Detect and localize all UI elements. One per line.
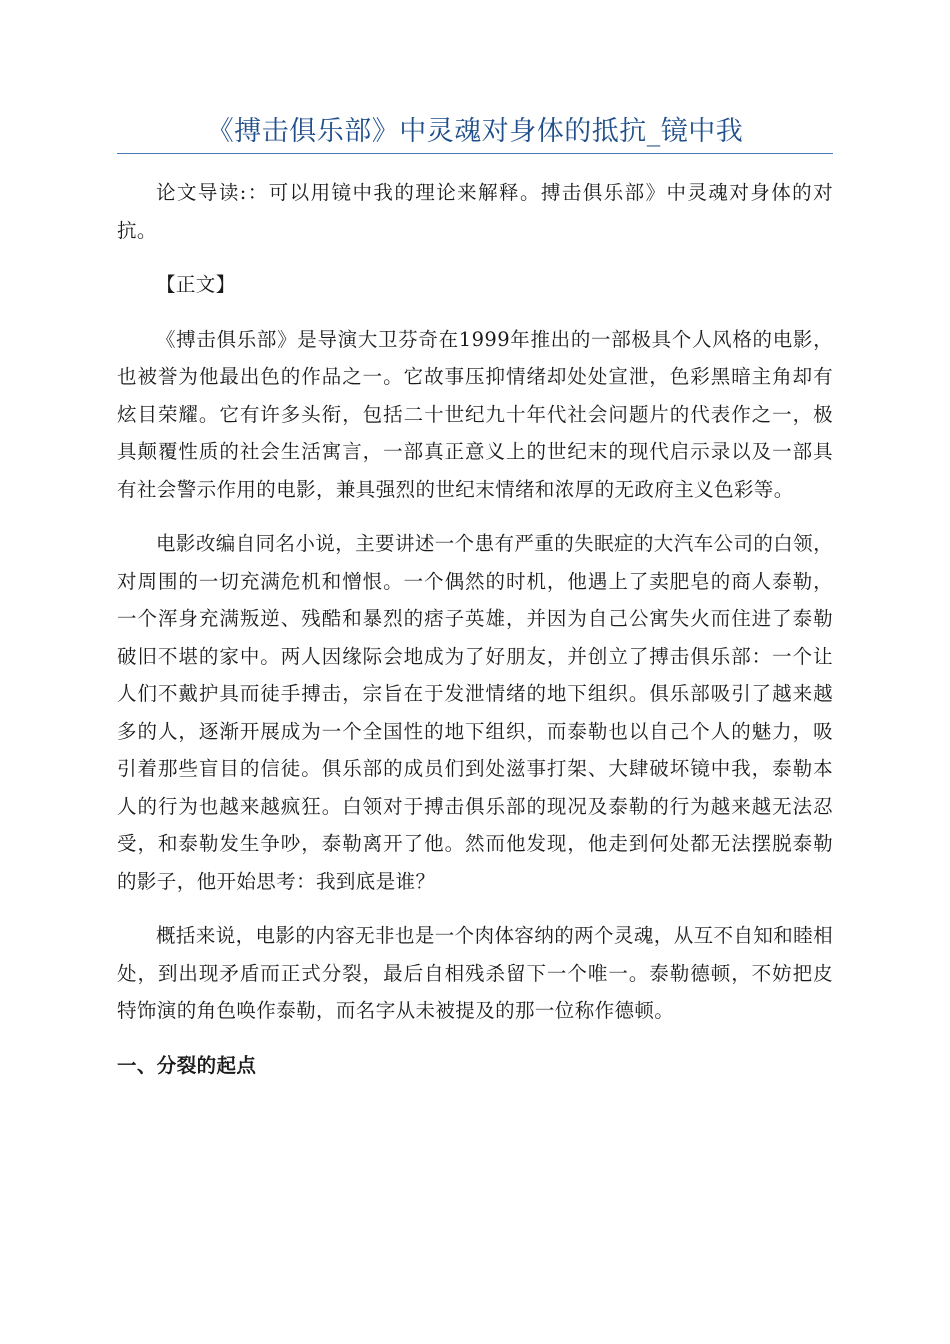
body-paragraph: 概括来说，电影的内容无非也是一个肉体容纳的两个灵魂，从互不自知和睦相处，到出现矛盾而正式分裂，最后自相残杀留下一个唯一。泰勒德顿，不妨把皮特饰演的角色唤作泰勒，而名字从未被提及的那一位称作德顿。	[117, 924, 833, 1022]
document-title: 《搏击俱乐部》中灵魂对身体的抵抗_镜中我	[206, 116, 744, 147]
body-paragraph: 《搏击俱乐部》是导演大卫芬奇在1999年推出的一部极具个人风格的电影，也被誉为他最出色的作品之一。它故事压抑情绪却处处宣泄，色彩黑暗主角却有炫目荣耀。它有许多头衔，包括二十世纪九十年代社会问题片的代表作之一，极具颠覆性质的社会生活寓言，一部真正意义上的世纪末的现代启示录以及一部具有社会警示作用的电影，兼具强烈的世纪末情绪和浓厚的无政府主义色彩等。	[117, 327, 833, 501]
section-heading: 一、分裂的起点	[117, 1053, 257, 1077]
body-label: 【正文】	[156, 273, 236, 296]
document-body	[117, 174, 833, 1084]
title-underline	[117, 153, 833, 154]
abstract-paragraph: 论文导读:：可以用镜中我的理论来解释。搏击俱乐部》中灵魂对身体的对抗。	[117, 181, 833, 242]
body-paragraph: 电影改编自同名小说，主要讲述一个患有严重的失眠症的大汽车公司的白领，对周围的一切充满危机和憎恨。一个偶然的时机，他遇上了卖肥皂的商人泰勒，一个浑身充满叛逆、残酷和暴烈的痞子英雄，并因为自己公寓失火而住进了泰勒破旧不堪的家中。两人因缘际会地成为了好朋友，并创立了搏击俱乐部：一个让人们不戴护具而徒手搏击，宗旨在于发泄情绪的地下组织。俱乐部吸引了越来越多的人，逐渐开展成为一个全国性的地下组织，而泰勒也以自己个人的魅力，吸引着那些盲目的信徒。俱乐部的成员们到处滋事打架、大肆破坏镜中我，泰勒本人的行为也越来越疯狂。白领对于搏击俱乐部的现况及泰勒的行为越来越无法忍受，和泰勒发生争吵，泰勒离开了他。然而他发现，他走到何处都无法摆脱泰勒的影子，他开始思考：我到底是谁？	[117, 532, 833, 893]
